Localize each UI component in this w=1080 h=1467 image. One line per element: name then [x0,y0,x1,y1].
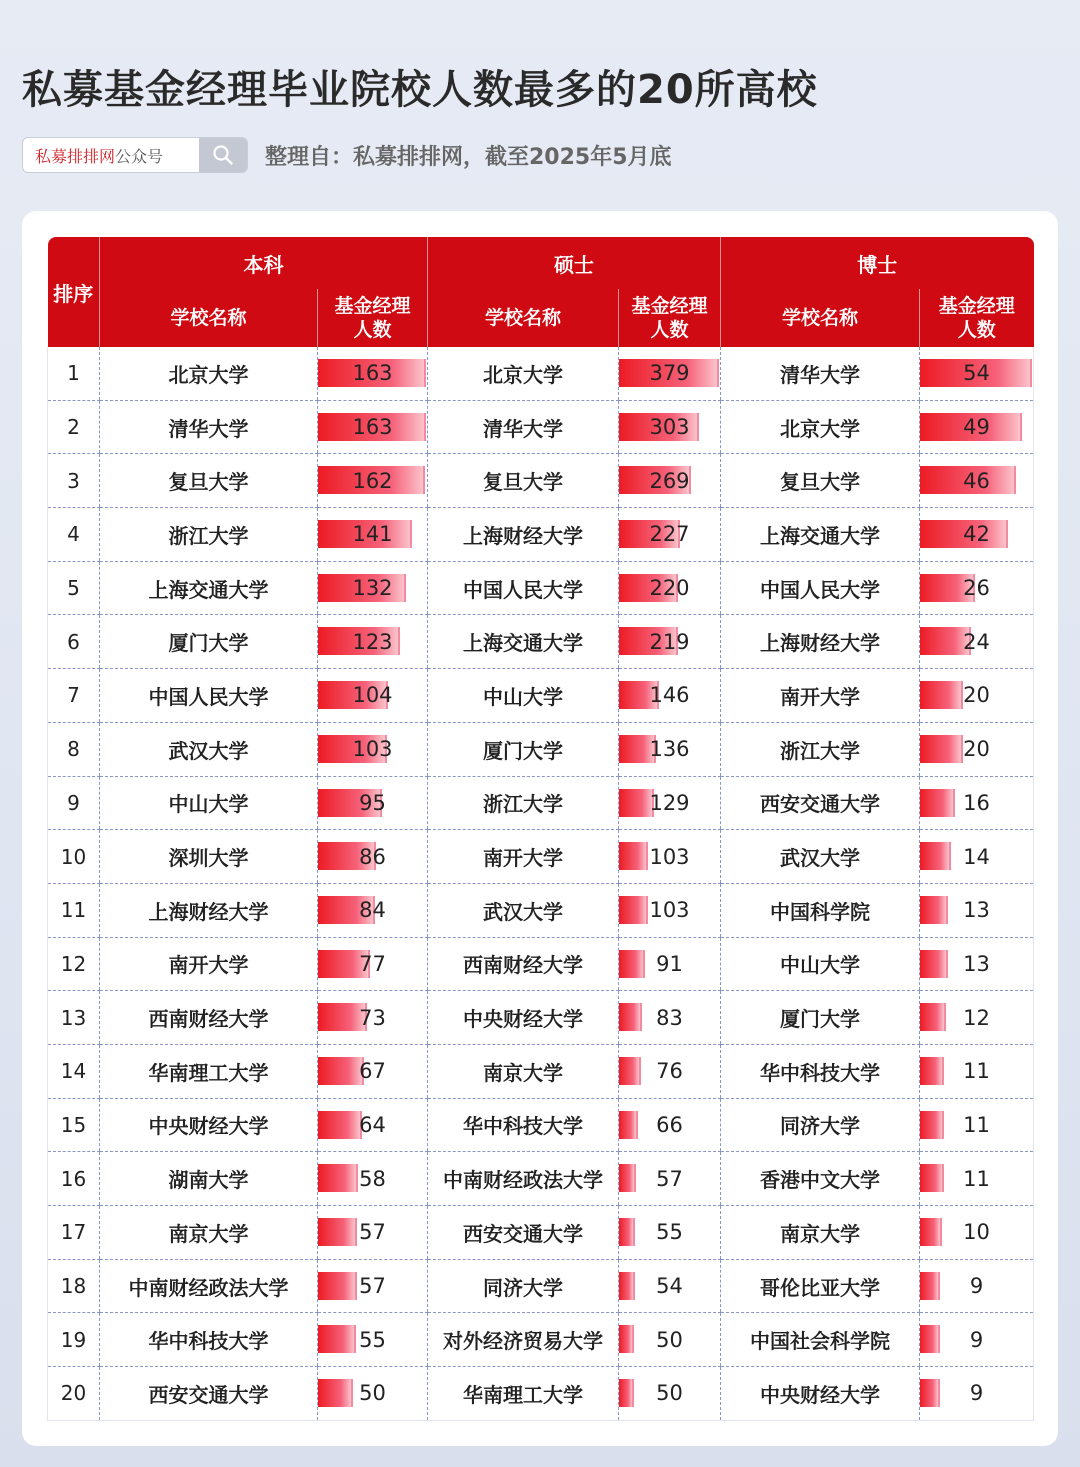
count-label-doctor: 42 [963,522,990,547]
school-cell-doctor: 清华大学 [721,347,920,400]
count-cell-doctor [920,1098,1034,1152]
count-label-master: 54 [656,1274,683,1299]
count-label-master: 76 [656,1059,683,1084]
count-bar-doctor [920,1003,946,1031]
count-label-bachelor: 55 [359,1327,386,1352]
count-cell-doctor [920,454,1034,508]
school-cell-doctor: 中山大学 [721,937,920,991]
school-cell-bachelor: 中南财经政法大学 [100,1259,318,1313]
source-note: 整理自：私募排排网，截至2025年5月底 [265,145,672,170]
school-cell-master: 中国人民大学 [428,561,619,615]
count-label-bachelor: 95 [359,790,386,815]
count-bar-doctor [920,842,951,870]
school-cell-master: 西安交通大学 [428,1206,619,1260]
page-title: 私募基金经理毕业院校人数最多的20所高校 [22,67,818,113]
count-label-master: 57 [656,1166,683,1191]
count-label-master: 50 [656,1327,683,1352]
count-label-master: 220 [649,576,690,601]
count-label-doctor: 11 [963,1059,990,1084]
school-cell-bachelor: 上海财经大学 [100,883,318,937]
count-label-master: 129 [649,790,690,815]
count-cell-doctor [920,561,1034,615]
count-label-bachelor: 141 [352,522,393,547]
count-label-master: 227 [649,522,690,547]
count-bar-doctor [920,1111,944,1139]
count-bar-doctor [920,1164,944,1192]
school-cell-master: 同济大学 [428,1259,619,1313]
count-label-bachelor: 104 [352,683,393,708]
table-row [48,561,1034,615]
school-cell-bachelor: 深圳大学 [100,830,318,884]
count-label-master: 103 [649,844,690,869]
school-cell-bachelor: 北京大学 [100,347,318,400]
count-cell-master [619,1367,721,1421]
count-cell-doctor [920,1367,1034,1421]
count-label-doctor: 24 [963,629,990,654]
count-cell-master [619,454,721,508]
count-bar-doctor [920,681,963,709]
school-cell-bachelor: 华中科技大学 [100,1313,318,1367]
count-bar-master [619,896,648,924]
school-cell-master: 清华大学 [428,400,619,454]
table-row [48,1313,1034,1367]
count-label-bachelor: 58 [359,1166,386,1191]
school-cell-master: 北京大学 [428,347,619,400]
ranking-table [47,237,1034,1421]
rank-cell: 14 [48,1044,100,1098]
school-cell-doctor: 中国社会科学院 [721,1313,920,1367]
school-cell-master: 对外经济贸易大学 [428,1313,619,1367]
search-tail: 公众号 [115,146,164,166]
count-bar-bachelor [318,1164,358,1192]
table-row [48,615,1034,669]
school-header-bachelor: 学校名称 [100,289,318,347]
count-cell-doctor [920,1259,1034,1313]
group-header-doctor: 博士 [721,237,1034,289]
count-cell-doctor [920,400,1034,454]
count-bar-master [619,1164,636,1192]
count-label-master: 66 [656,1112,683,1137]
search-box[interactable] [22,137,248,173]
school-cell-doctor: 浙江大学 [721,722,920,776]
count-cell-master [619,1152,721,1206]
count-cell-master [619,776,721,830]
school-cell-bachelor: 南京大学 [100,1206,318,1260]
count-label-master: 136 [649,737,690,762]
school-cell-master: 南京大学 [428,1044,619,1098]
school-cell-bachelor: 清华大学 [100,400,318,454]
count-cell-bachelor [318,508,428,562]
count-bar-doctor [920,1218,942,1246]
count-cell-bachelor [318,1313,428,1367]
school-cell-doctor: 香港中文大学 [721,1152,920,1206]
count-cell-doctor [920,883,1034,937]
count-cell-master [619,722,721,776]
count-label-bachelor: 86 [359,844,386,869]
rank-cell: 18 [48,1259,100,1313]
school-cell-master: 厦门大学 [428,722,619,776]
count-label-bachelor: 73 [359,1005,386,1030]
count-bar-master [619,1325,634,1353]
table-row [48,454,1034,508]
count-bar-master [619,1003,642,1031]
group-header-bachelor: 本科 [100,237,428,289]
count-label-bachelor: 123 [352,629,393,654]
count-bar-master [619,1057,641,1085]
school-cell-bachelor: 复旦大学 [100,454,318,508]
count-label-bachelor: 163 [352,361,393,386]
school-cell-master: 华南理工大学 [428,1367,619,1421]
school-cell-master: 中南财经政法大学 [428,1152,619,1206]
count-cell-master [619,1206,721,1260]
count-cell-bachelor [318,669,428,723]
table-row [48,1098,1034,1152]
table-row [48,937,1034,991]
count-bar-bachelor [318,1325,356,1353]
count-header-line1: 基金经理 [631,295,708,317]
school-cell-bachelor: 中国人民大学 [100,669,318,723]
count-cell-bachelor [318,615,428,669]
count-cell-doctor [920,830,1034,884]
rank-cell: 5 [48,561,100,615]
count-cell-master [619,1098,721,1152]
count-label-bachelor: 84 [359,898,386,923]
count-cell-bachelor [318,454,428,508]
count-cell-master [619,508,721,562]
school-cell-master: 浙江大学 [428,776,619,830]
count-header-line2: 人数 [957,319,996,341]
count-label-doctor: 10 [963,1220,990,1245]
rank-cell: 6 [48,615,100,669]
rank-cell: 4 [48,508,100,562]
rank-cell: 11 [48,883,100,937]
count-cell-bachelor [318,400,428,454]
rank-cell: 13 [48,991,100,1045]
rank-cell: 19 [48,1313,100,1367]
school-cell-bachelor: 中央财经大学 [100,1098,318,1152]
table-card [22,211,1058,1446]
school-cell-bachelor: 湖南大学 [100,1152,318,1206]
count-label-master: 91 [656,951,683,976]
count-label-doctor: 20 [963,737,990,762]
rank-cell: 9 [48,776,100,830]
school-cell-master: 西南财经大学 [428,937,619,991]
count-cell-doctor [920,1206,1034,1260]
count-label-doctor: 26 [963,576,990,601]
school-cell-doctor: 南京大学 [721,1206,920,1260]
table-row [48,400,1034,454]
school-cell-bachelor: 武汉大学 [100,722,318,776]
school-cell-master: 上海交通大学 [428,615,619,669]
rank-header: 排序 [48,237,100,347]
count-label-doctor: 11 [963,1166,990,1191]
count-bar-master [619,950,645,978]
school-cell-doctor: 同济大学 [721,1098,920,1152]
count-label-bachelor: 57 [359,1274,386,1299]
count-label-master: 379 [649,361,690,386]
count-bar-doctor [920,1272,940,1300]
count-label-master: 219 [649,629,690,654]
search-text[interactable] [23,138,199,172]
count-cell-master [619,347,721,400]
count-cell-bachelor [318,1206,428,1260]
school-cell-bachelor: 上海交通大学 [100,561,318,615]
count-cell-bachelor [318,722,428,776]
count-label-bachelor: 103 [352,737,393,762]
school-cell-doctor: 上海交通大学 [721,508,920,562]
count-label-bachelor: 162 [352,468,393,493]
school-cell-master: 上海财经大学 [428,508,619,562]
table-row [48,1152,1034,1206]
count-label-doctor: 16 [963,790,990,815]
school-cell-master: 武汉大学 [428,883,619,937]
count-label-bachelor: 64 [359,1112,386,1137]
table-row [48,1044,1034,1098]
count-cell-bachelor [318,937,428,991]
count-cell-bachelor [318,347,428,400]
school-cell-doctor: 北京大学 [721,400,920,454]
count-label-doctor: 13 [963,898,990,923]
count-cell-bachelor [318,1098,428,1152]
table-row [48,776,1034,830]
count-label-bachelor: 67 [359,1059,386,1084]
school-cell-doctor: 南开大学 [721,669,920,723]
count-bar-doctor [920,1379,940,1407]
school-cell-bachelor: 中山大学 [100,776,318,830]
count-cell-doctor [920,508,1034,562]
count-label-doctor: 12 [963,1005,990,1030]
count-label-bachelor: 57 [359,1220,386,1245]
school-cell-doctor: 武汉大学 [721,830,920,884]
count-cell-doctor [920,776,1034,830]
count-label-doctor: 46 [963,468,990,493]
search-brand: 私募排排网 [35,146,116,166]
school-cell-bachelor: 厦门大学 [100,615,318,669]
count-cell-doctor [920,1152,1034,1206]
count-cell-master [619,400,721,454]
rank-cell: 2 [48,400,100,454]
table-body [48,347,1034,1420]
school-cell-doctor: 厦门大学 [721,991,920,1045]
count-cell-doctor [920,937,1034,991]
count-cell-doctor [920,1313,1034,1367]
table-row [48,347,1034,400]
school-cell-bachelor: 西安交通大学 [100,1367,318,1421]
count-cell-master [619,615,721,669]
count-cell-master [619,830,721,884]
rank-cell: 3 [48,454,100,508]
count-label-doctor: 20 [963,683,990,708]
count-cell-bachelor [318,561,428,615]
count-label-master: 303 [649,415,690,440]
school-cell-doctor: 西安交通大学 [721,776,920,830]
count-cell-doctor [920,347,1034,400]
table-row [48,669,1034,723]
school-cell-doctor: 上海财经大学 [721,615,920,669]
count-label-doctor: 11 [963,1112,990,1137]
table-row [48,508,1034,562]
school-cell-master: 中山大学 [428,669,619,723]
count-label-doctor: 49 [963,415,990,440]
school-cell-doctor: 复旦大学 [721,454,920,508]
count-header-line2: 人数 [353,319,392,341]
school-header-doctor: 学校名称 [721,289,920,347]
count-label-doctor: 9 [969,1327,984,1352]
count-cell-master [619,1313,721,1367]
school-cell-master: 中央财经大学 [428,991,619,1045]
table-row [48,1206,1034,1260]
count-cell-master [619,561,721,615]
count-bar-doctor [920,735,963,763]
count-cell-bachelor [318,830,428,884]
school-cell-doctor: 中国人民大学 [721,561,920,615]
table-row [48,1367,1034,1421]
count-bar-doctor [920,1325,940,1353]
count-label-master: 103 [649,898,690,923]
rank-cell: 10 [48,830,100,884]
count-cell-doctor [920,1044,1034,1098]
school-cell-doctor: 中国科学院 [721,883,920,937]
count-bar-bachelor [318,1057,364,1085]
table-row [48,991,1034,1045]
count-cell-master [619,669,721,723]
count-header-line2: 人数 [650,319,689,341]
count-cell-bachelor [318,991,428,1045]
count-cell-bachelor [318,1259,428,1313]
school-cell-master: 南开大学 [428,830,619,884]
count-cell-bachelor [318,1152,428,1206]
school-cell-bachelor: 浙江大学 [100,508,318,562]
count-cell-doctor [920,669,1034,723]
count-bar-master [619,1111,638,1139]
count-label-master: 50 [656,1381,683,1406]
count-cell-master [619,937,721,991]
count-bar-master [619,1218,635,1246]
rank-cell: 8 [48,722,100,776]
school-cell-doctor: 中央财经大学 [721,1367,920,1421]
school-cell-bachelor: 南开大学 [100,937,318,991]
count-label-doctor: 14 [963,844,990,869]
count-label-master: 269 [649,468,690,493]
table-row [48,1259,1034,1313]
count-bar-doctor [920,896,948,924]
group-header-master: 硕士 [428,237,721,289]
count-cell-bachelor [318,1044,428,1098]
count-label-doctor: 9 [969,1274,984,1299]
count-label-master: 55 [656,1220,683,1245]
search-icon [212,144,234,166]
count-cell-doctor [920,615,1034,669]
count-bar-master [619,1379,634,1407]
rank-cell: 12 [48,937,100,991]
count-cell-master [619,883,721,937]
count-label-master: 146 [649,683,690,708]
count-bar-bachelor [318,1111,362,1139]
count-bar-bachelor [318,1272,357,1300]
count-cell-bachelor [318,1367,428,1421]
count-cell-doctor [920,991,1034,1045]
count-cell-master [619,1044,721,1098]
rank-cell: 1 [48,347,100,400]
count-cell-bachelor [318,776,428,830]
rank-cell: 16 [48,1152,100,1206]
count-label-doctor: 13 [963,951,990,976]
count-bar-doctor [920,950,948,978]
count-label-bachelor: 132 [352,576,393,601]
school-header-master: 学校名称 [428,289,619,347]
count-bar-bachelor [318,1218,357,1246]
school-cell-master: 复旦大学 [428,454,619,508]
count-header-line1: 基金经理 [938,295,1015,317]
rank-cell: 17 [48,1206,100,1260]
table-row [48,722,1034,776]
count-bar-master [619,842,648,870]
count-cell-bachelor [318,883,428,937]
table-row [48,883,1034,937]
count-bar-master [619,1272,635,1300]
count-header-line1: 基金经理 [334,295,411,317]
search-button[interactable] [199,138,247,172]
rank-cell: 20 [48,1367,100,1421]
count-label-master: 83 [656,1005,683,1030]
count-label-bachelor: 77 [359,951,386,976]
count-label-doctor: 9 [969,1381,984,1406]
count-header-master [619,289,721,347]
rank-cell: 15 [48,1098,100,1152]
count-header-doctor [920,289,1034,347]
count-cell-doctor [920,722,1034,776]
school-cell-doctor: 华中科技大学 [721,1044,920,1098]
count-label-bachelor: 50 [359,1381,386,1406]
count-bar-doctor [920,1057,944,1085]
count-label-doctor: 54 [963,361,990,386]
count-label-bachelor: 163 [352,415,393,440]
school-cell-bachelor: 西南财经大学 [100,991,318,1045]
school-cell-bachelor: 华南理工大学 [100,1044,318,1098]
table-row [48,830,1034,884]
count-bar-bachelor [318,1379,353,1407]
school-cell-master: 华中科技大学 [428,1098,619,1152]
count-cell-master [619,1259,721,1313]
count-cell-master [619,991,721,1045]
count-bar-doctor [920,789,955,817]
count-header-bachelor [318,289,428,347]
school-cell-doctor: 哥伦比亚大学 [721,1259,920,1313]
rank-cell: 7 [48,669,100,723]
